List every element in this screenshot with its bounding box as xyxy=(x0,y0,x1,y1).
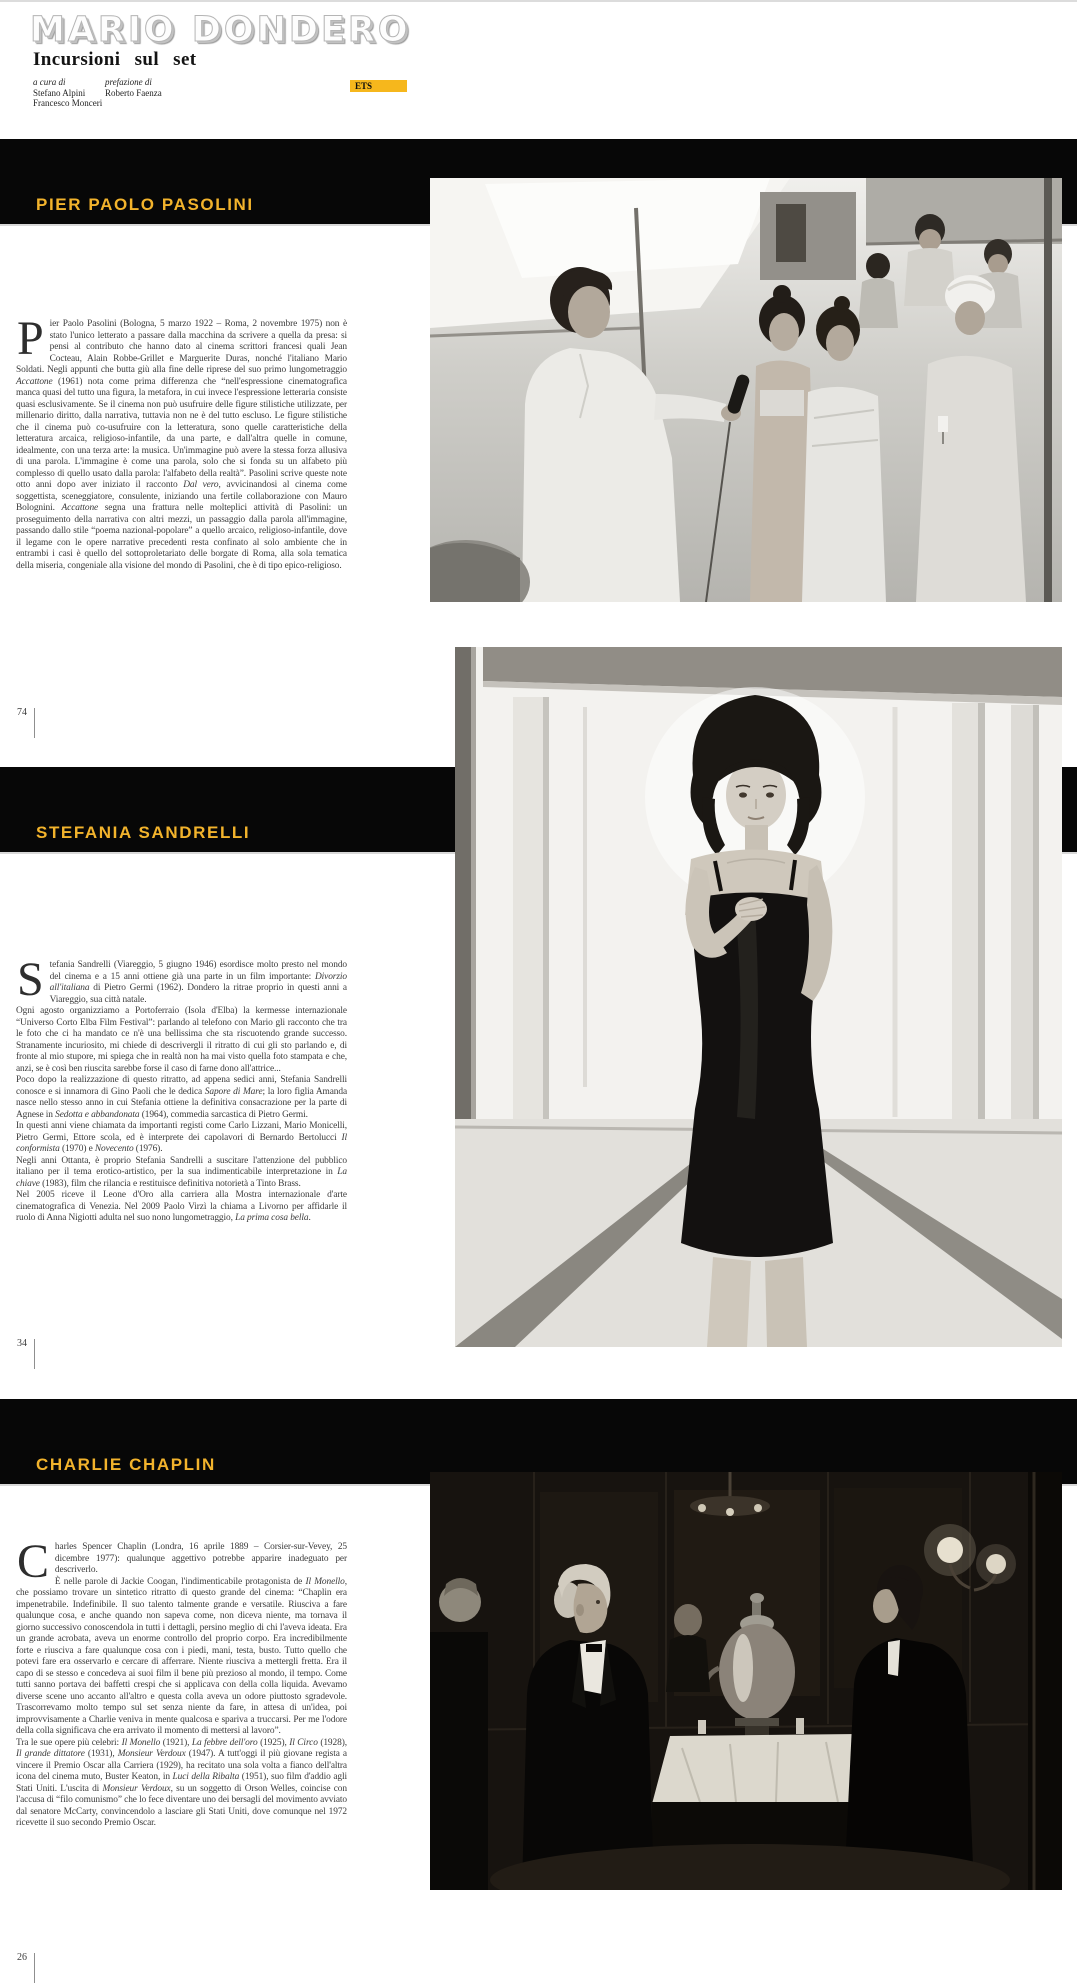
section-text-sandrelli xyxy=(16,953,348,1225)
paragraph: Tra le sue opere più celebri: Il Monello (1921), La febbre dell'oro (1925), Il Circo (1928), Il grande dittatore (1931), Monsieur Verdoux (1947). A tutt'oggi il più giovane regista a vincere il Premio Oscar alla Carriera (1929), ha recitato una sola volta a fianco dell'altra icona del cinema muto, Buster Keaton, in Luci della Ribalta (1951), suo film d'addio agli Stati Uniti. L'uscita di Monsieur Verdoux, su un soggetto di Orson Welles, coincise con l'accusa di “filo comunismo” che lo fece diventare uno dei bersagli del movimento avviato dal senatore McCarty, convincendolo a lasciare gli Stati Uniti, dove comunque nel 1972 ricevette il suo secondo Premio Oscar. xyxy=(16,1737,348,1828)
page-number: 26 xyxy=(17,1952,27,1963)
page-marker xyxy=(17,1338,35,1369)
dropcap: S xyxy=(17,953,44,1006)
dropcap: C xyxy=(17,1535,49,1588)
paragraph: ier Paolo Pasolini (Bologna, 5 marzo 1922 – Roma, 2 novembre 1975) non è stato l'unico letterato a passare dalla macchina da scrivere a quella da presa: si pensi al contributo che hanno dato al cinema scrittori francesi quali Jean Cocteau, Alain Robbe-Grillet e Marguerite Duras, nonché l'italiano Mario Soldati. Negli appunti che butta giù alla fine delle riprese del suo primo lungometraggio Accattone (1961) nota come prima differenza che “nell'espressione cinematografica manca quasi del tutto una figura, la metafora, in cui invece l'espressione letteraria consiste quasi esclusivamente. Se il cinema non può usufruire delle figure stilistiche utilizzate, per millenario diritto, dalla narrativa, tuttavia non ne è del tutto escluso. Le figure stilistiche che il cinema può co-usufruire con la letteratura, sono quelle caratteristiche della letteratura arcaica, religioso-infantile, da una parte, e dall'altra quelle in comune, idealmente, con una terza arte: la musica. Un'immagine può avere la stessa forza allusiva di una parola. L'immagine è come una parola, solo che si fonda su un alfabeto più complesso di quello usato dalla parola: l'alfabeto della realtà”. Pasolini scrive queste note otto anni dopo aver iniziato il racconto Dal vero, avvicinandosi al cinema come soggettista, sceneggiatore, consulente, iniziando una fertile collaborazione con Mauro Bolognini. Accattone segna una frattura nelle molteplici attività di Pasolini: un proseguimento della narrativa con altri mezzi, un passaggio dalla parola all'immagine, passando dallo stile “poema nazional-popolare” a quello arcaico, religioso-infantile, dove il legame con le opere narrative precedenti resta confinato al solo ambiente che in entrambi i casi è quello del sottoproletariato delle borgate di Roma, alla sola tematica della miseria, congeniale alla visione del mondo di Pasolini, che è di tipo epico-religioso. xyxy=(16,319,348,571)
page-rule xyxy=(34,708,35,738)
page-rule xyxy=(34,1953,35,1983)
page-marker xyxy=(17,1952,35,1983)
sandrelli-portrait-photo xyxy=(455,647,1062,1347)
page-rule xyxy=(34,1339,35,1369)
paragraphs xyxy=(16,953,348,1225)
credit-name: Francesco Monceri xyxy=(33,98,103,108)
credit-name: Roberto Faenza xyxy=(105,87,162,98)
paragraph: Poco dopo la realizzazione di questo ritratto, ad appena sedici anni, Stefania Sandrelli conosce e si innamora di Gino Paoli che le dedica Sapore di Mare; la loro figlia Amanda nasce nello stesso anno in cui Stefania ottiene la definitiva consacrazione per la parte di Agnese in Sedotta e abbandonata (1964), commedia sarcastica di Pietro Germi. xyxy=(16,1075,348,1120)
page-marker xyxy=(17,707,35,738)
section-title-chaplin: CHARLIE CHAPLIN xyxy=(36,1455,216,1474)
page-number: 34 xyxy=(17,1338,27,1349)
chaplin-set-photo xyxy=(430,1472,1062,1890)
paragraph: tefania Sandrelli (Viareggio, 5 giugno 1946) esordisce molto presto nel mondo del cinema e a 15 anni ottiene già una parte in un film importante: Divorzio all'italiana di Pietro Germi (1962). Dondero la ritrae proprio in questi anni a Viareggio, sua città natale. xyxy=(49,960,347,1005)
paragraph: harles Spencer Chaplin (Londra, 16 aprile 1889 – Corsier-sur-Vevey, 25 dicembre 1977): qualunque aggettivo potrebbe apparire inadeguato per descriverlo. xyxy=(54,1542,347,1575)
paragraph: Ogni agosto organizziamo a Portoferraio (Isola d'Elba) la kermesse internazionale “Universo Corto Elba Film Festival”: parlando al telefono con Mario gli racconto che tra le foto che ci ha mandato ce n'è una bellissima che sta riscuotendo grande successo. Stranamente incuriosito, mi chiede di descrivergli il ritratto di cui gli sto parlando e, di fronte al mio stupore, mi spiega che in realtà non ha mai visto quella foto stampata e che, anzi, se è così ben riuscita sarebbe forse il caso di farne dono all'attrice... xyxy=(16,1006,347,1074)
credit-name: Stefano Alpini xyxy=(33,87,86,98)
publisher-logo-ets: ETS xyxy=(350,80,407,92)
book-subtitle: Incursioni sul set xyxy=(33,49,197,70)
paragraph: È nelle parole di Jackie Coogan, l'indimenticabile protagonista de Il Monello, che possiamo trovare un sintetico ritratto di questo grande del cinema: “Chaplin era impenetrabile. Indefinibile. Il suo talento talmente grande e versatile. Riusciva a fare qualunque cosa, e anche quando non sapeva come, non diceva niente, ma tornava il giorno successivo conoscendola in tutti i dettagli, persino meglio di chi l'aveva ideata. Era un grande acrobata, aveva un enorme controllo del proprio corpo. Era incredibilmente forte e riusciva a fare qualunque cosa con i piedi, mani, testa, busto. Tutto quello che potevi fare era osservarlo e cercare di afferrare. Niente riusciva a mettergli fretta. Era il capo di se stesso e concedeva ai suoi film il bene più prezioso al mondo, il tempo. Come tutti sanno portava dei baffetti crespi che si applicava con della colla liquida. Avevamo diverse scene uno accanto all'altro e questa colla aveva un odore piuttosto sgradevole. Trascorrevamo molto tempo sul set senza niente da fare, in attesa di un'idea, poi improvvisamente a Charlie veniva in mente qualcosa e spariva a truccarsi. Per me l'odore della colla significava che era arrivato il momento di mettersi al lavoro”. xyxy=(16,1576,347,1736)
page-number: 74 xyxy=(17,707,27,718)
credits-editors xyxy=(33,77,102,109)
section-title-sandrelli: STEFANIA SANDRELLI xyxy=(36,823,251,842)
dropcap: P xyxy=(17,312,44,365)
pasolini-set-photo xyxy=(430,178,1062,602)
book-logo: MARIO DONDERO xyxy=(30,10,411,50)
paragraph: In questi anni viene chiamata da importanti registi come Carlo Lizzani, Mario Monicelli, Pietro Germi, Ettore scola, ed è interprete dei capolavori di Bernardo Bertolucci Il conformista (1970) e Novecento (1976). xyxy=(16,1121,347,1154)
section-title-pasolini: PIER PAOLO PASOLINI xyxy=(36,195,254,214)
credit-role: prefazione di xyxy=(105,77,152,87)
paragraph: Negli anni Ottanta, è proprio Stefania Sandrelli a suscitare l'attenzione del pubblico italiano per il tema erotico-artistico, per la sua indimenticabile interpretazione in La chiave (1983), film che rilancia e restituisce definitiva notorietà a Tinto Brass. xyxy=(16,1155,347,1189)
paragraphs xyxy=(16,1535,348,1830)
credit-role: a cura di xyxy=(33,77,66,87)
paragraph: Nel 2005 riceve il Leone d'Oro alla carriera alla Mostra internazionale d'arte cinematografica di Venezia. Nel 2009 Paolo Virzì la chiama a Livorno per affidarle il ruolo di Anna Nigiotti adulta nel suo nono lungometraggio, La prima cosa bella. xyxy=(16,1190,347,1223)
credits-preface xyxy=(105,77,162,98)
section-text-pasolini xyxy=(16,312,348,572)
section-text-chaplin xyxy=(16,1535,348,1830)
paragraphs xyxy=(16,312,348,572)
